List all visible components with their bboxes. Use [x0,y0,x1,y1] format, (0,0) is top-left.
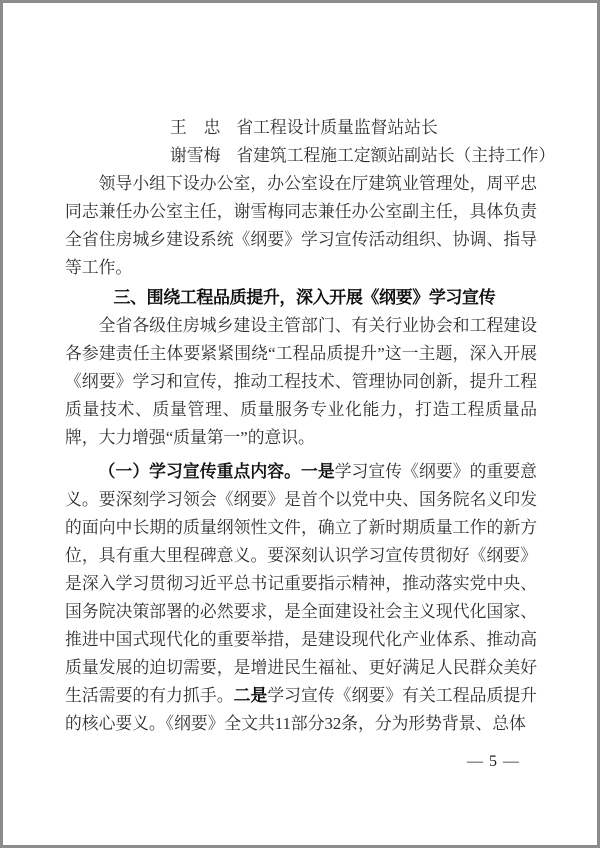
key-content-marker-first: 一是 [300,462,335,481]
document-content [3,3,597,776]
roster-member-name: 谢雪梅 [170,146,221,165]
roster-member-name: 王 忠 [170,118,221,137]
key-content-body-first: 学习宣传《纲要》的重要意义。要深刻学习领会《纲要》是首个以党中央、国务院名义印发的面向中长期的质量纲领性文件，确立了新时期质量工作的新方位，具有重大里程碑意义。要深刻认识学习宣传贯彻好《纲要》是深入学习贯彻习近平总书记重要指示精神，推动落实党中央、国务院决策部署的必然要求，是全面建设社会主义现代化国家、推进中国式现代化的重要举措，是建设现代化产业体系、推动高质量发展的迫切需要，是增进民生福祉、更好满足人民群众美好生活需要的有力抓手。 [65,462,537,705]
roster-member-title: 省建筑工程施工定额站副站长（主持工作） [236,146,556,165]
paragraph-key-content [65,458,537,738]
key-content-subheading: （一）学习宣传重点内容。 [98,462,301,481]
roster-row [170,114,537,142]
roster-member-title: 省工程设计质量监督站站长 [236,118,438,137]
roster-row [170,142,556,170]
section-heading: 三、围绕工程品质提升，深入开展《纲要》学习宣传 [113,288,496,307]
key-content-marker-second: 二是 [233,686,268,705]
paragraph-section-intro: 全省各级住房城乡建设主管部门、有关行业协会和工程建设各参建责任主体要紧紧围绕“工程品质提升”这一主题，深入开展《纲要》学习和宣传，推动工程技术、管理协同创新，提升工程质量技术、质量管理、质量服务专业化能力，打造工程质量品牌，大力增强“质量第一”的意识。 [65,316,537,447]
leader-roster [65,114,556,170]
paragraph-office-setup: 领导小组下设办公室，办公室设在厅建筑业管理处，周平忠同志兼任办公室主任，谢雪梅同志兼任办公室副主任，具体负责全省住房城乡建设系统《纲要》学习宣传活动组织、协调、指导等工作。 [65,174,537,277]
page-number: — 5 — [467,753,520,770]
key-content-body-second: 学习宣传《纲要》有关工程品质提升的核心要义。《纲要》全文共11部分32条，分为形势背景、总体 [65,686,537,733]
